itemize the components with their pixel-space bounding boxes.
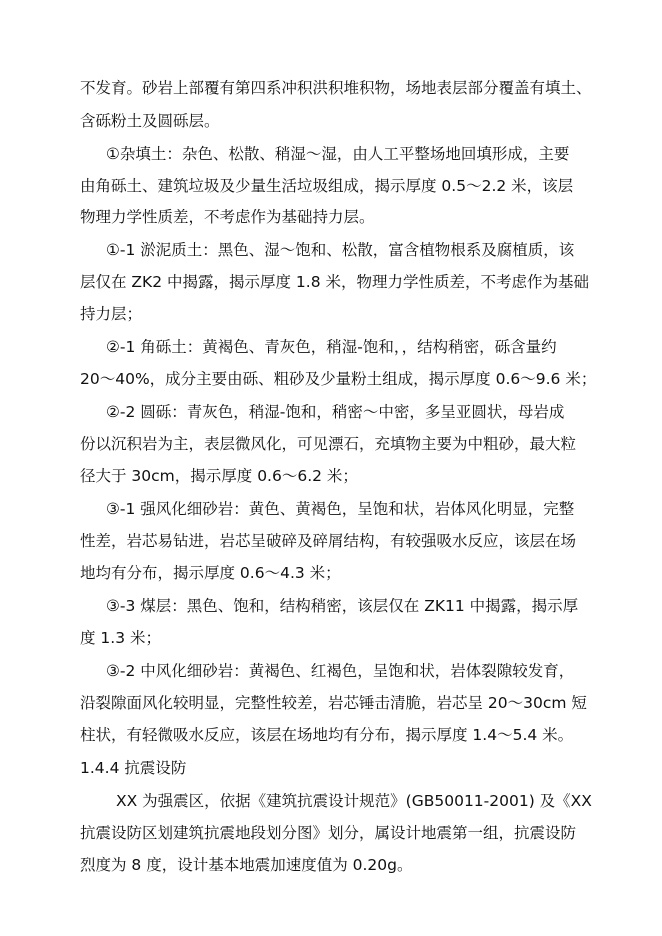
layer-3-2-line-3: 柱状，有轻微吸水反应，该层在场地均有分布，揭示厚度 1.4～5.4 米。 — [80, 726, 574, 744]
layer-3-1-line-1: ③-1 强风化细砂岩：黄色、黄褐色，呈饱和状，岩体风化明显，完整 — [106, 500, 575, 518]
layer-3-1-line-2: 性差，岩芯易钻进，岩芯呈破碎及碎屑结构，有较强吸水反应，该层在场 — [80, 532, 577, 550]
body-line-1: 不发育。砂岩上部覆有第四系冲积洪积堆积物，场地表层部分覆盖有填土、 — [80, 79, 592, 97]
layer-2-2-line-3: 径大于 30cm，揭示厚度 0.6～6.2 米； — [80, 467, 358, 485]
layer-1-1-line-1: ①-1 淤泥质土：黑色、湿～饱和、松散，富含植物根系及腐植质，该 — [106, 241, 575, 259]
layer-3-2-line-2: 沿裂隙面风化较明显，完整性较差，岩芯锤击清脆，岩芯呈 20～30cm 短 — [80, 694, 587, 712]
layer-1-line-2: 由角砾土、建筑垃圾及少量生活垃圾组成，揭示厚度 0.5～2.2 米，该层 — [80, 177, 574, 195]
layer-2-2-line-2: 份以沉积岩为主，表层微风化，可见漂石，充填物主要为中粗砂，最大粒 — [80, 435, 577, 453]
layer-1-1-line-2: 层仅在 ZK2 中揭露，揭示厚度 1.8 米，物理力学性质差，不考虑作为基础 — [80, 273, 590, 291]
seismic-line-2: 抗震设防区划建筑抗震地段划分图》划分，属设计地震第一组，抗震设防 — [80, 824, 577, 842]
layer-3-3-line-1: ③-3 煤层：黑色、饱和，结构稍密，该层仅在 ZK11 中揭露，揭示厚 — [106, 597, 579, 615]
seismic-line-1: XX 为强震区，依据《建筑抗震设计规范》(GB50011-2001) 及《XX — [116, 792, 592, 810]
layer-3-3-line-2: 度 1.3 米； — [80, 629, 162, 647]
layer-3-1-line-3: 地均有分布，揭示厚度 0.6～4.3 米； — [80, 564, 341, 582]
layer-3-2-line-1: ③-2 中风化细砂岩：黄褐色、红褐色，呈饱和状，岩体裂隙较发育， — [106, 662, 575, 680]
layer-2-2-line-1: ②-2 圆砾：青灰色，稍湿-饱和，稍密～中密，多呈亚圆状，母岩成 — [106, 403, 565, 421]
layer-1-1-line-3: 持力层； — [80, 305, 143, 323]
section-heading: 1.4.4 抗震设防 — [80, 759, 187, 777]
seismic-line-3: 烈度为 8 度，设计基本地震加速度值为 0.20g。 — [80, 856, 413, 874]
body-line-2: 含砾粉土及圆砾层。 — [80, 112, 220, 130]
layer-2-1-line-2: 20～40%，成分主要由砾、粗砂及少量粉土组成，揭示厚度 0.6～9.6 米； — [80, 370, 597, 388]
layer-1-line-3: 物理力学性质差，不考虑作为基础持力层。 — [80, 208, 375, 226]
layer-2-1-line-1: ②-1 角砾土：黄褐色、青灰色，稍湿-饱和，，结构稍密，砾含量约 — [106, 338, 557, 356]
layer-1-line-1: ①杂填土：杂色、松散、稍湿～湿，由人工平整场地回填形成，主要 — [106, 145, 570, 163]
